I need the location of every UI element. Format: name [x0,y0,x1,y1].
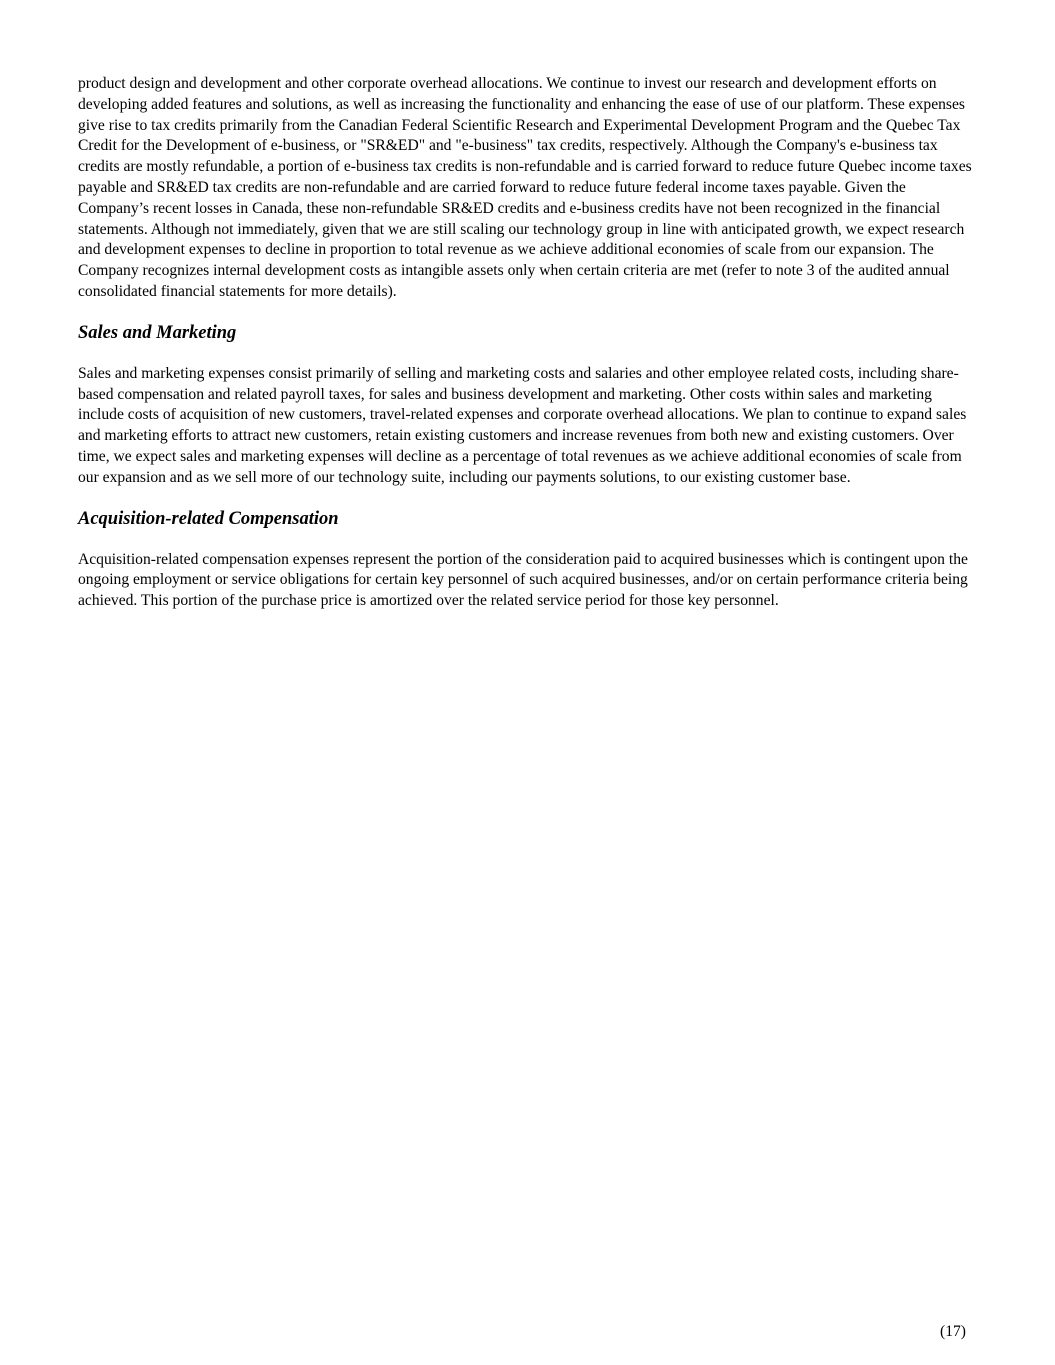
paragraph-research-development: product design and development and other corporate overhead allocations. We continue to invest our research and development efforts on developing added features and solutions, as well as increasing the functionality and enhancing the ease of use of our platform. These expenses give rise to tax credits primarily from the Canadian Federal Scientific Research and Experimental Development Program and the Quebec Tax Credit for the Development of e-business, or "SR&ED" and "e-business" tax credits, respectively. Although the Company's e-business tax credits are mostly refundable, a portion of e-business tax credits is non-refundable and is carried forward to reduce future Quebec income taxes payable and SR&ED tax credits are non-refundable and are carried forward to reduce future federal income taxes payable. Given the Company’s recent losses in Canada, these non-refundable SR&ED credits and e-business credits have not been recognized in the financial statements. Although not immediately, given that we are still scaling our technology group in line with anticipated growth, we expect research and development expenses to decline in proportion to total revenue as we achieve additional economies of scale from our expansion. The Company recognizes internal development costs as intangible assets only when certain criteria are met (refer to note 3 of the audited annual consolidated financial statements for more details). [78,75,972,300]
section-heading-sales-marketing: Sales and Marketing [78,322,237,343]
document-body [78,74,976,612]
paragraph-sales-marketing: Sales and marketing expenses consist primarily of selling and marketing costs and salaries and other employee related costs, including share-based compensation and related payroll taxes, for sales and business development and marketing. Other costs within sales and marketing include costs of acquisition of new customers, travel-related expenses and corporate overhead allocations. We plan to continue to expand sales and marketing efforts to attract new customers, retain existing customers and increase revenues from both new and existing customers. Over time, we expect sales and marketing expenses will decline as a percentage of total revenues as we achieve additional economies of scale from our expansion and as we sell more of our technology suite, including our payments solutions, to our existing customer base. [78,364,967,486]
paragraph-acquisition-compensation: Acquisition-related compensation expenses represent the portion of the consideration paid to acquired businesses which is contingent upon the ongoing employment or service obligations for certain key personnel of such acquired businesses, and/or on certain performance criteria being achieved. This portion of the purchase price is amortized over the related service period for those key personnel. [78,550,968,610]
page-number: (17) [940,1323,966,1340]
section-heading-acquisition-compensation: Acquisition-related Compensation [78,508,339,529]
